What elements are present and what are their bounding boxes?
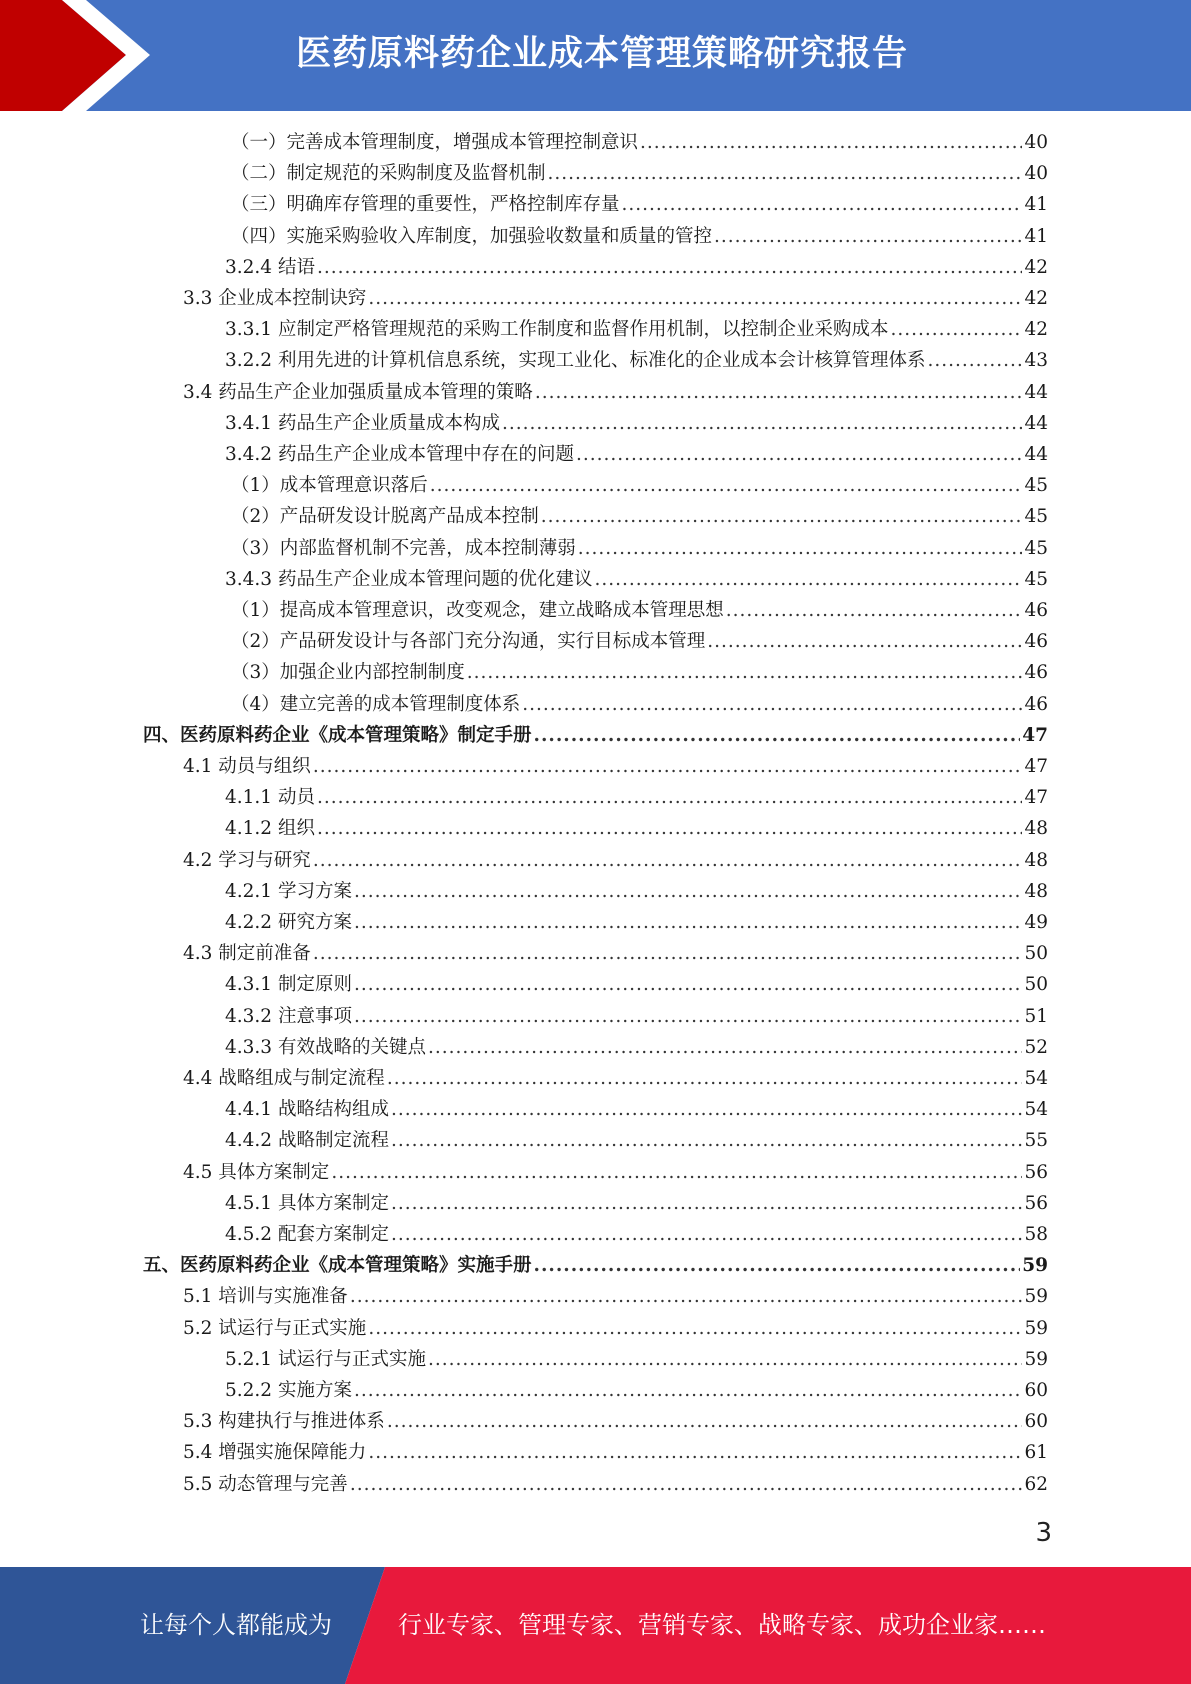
toc-entry-page: 42 — [1024, 256, 1048, 278]
toc-entry-label: 3.3 企业成本控制诀窍 — [183, 288, 367, 309]
toc-entry[interactable] — [183, 1469, 1048, 1500]
toc-leader-dots — [467, 657, 1023, 688]
toc-entry-page: 48 — [1024, 849, 1048, 871]
toc-entry[interactable] — [231, 501, 1048, 532]
toc-entry-label: 5.2.2 实施方案 — [225, 1380, 352, 1401]
toc-entry-page: 54 — [1024, 1099, 1048, 1121]
toc-leader-dots — [350, 1281, 1023, 1312]
toc-entry-page: 46 — [1024, 631, 1048, 653]
footer-tagline: 行业专家、管理专家、营销专家、战略专家、成功企业家…… — [398, 1611, 1046, 1639]
toc-leader-dots — [714, 221, 1022, 252]
toc-entry-page: 47 — [1022, 724, 1048, 746]
toc-entry-label: 3.4.2 药品生产企业成本管理中存在的问题 — [225, 444, 574, 465]
toc-leader-dots — [354, 876, 1023, 907]
toc-entry-label: 4.4.1 战略结构组成 — [225, 1099, 389, 1121]
toc-entry-label: （4）建立完善的成本管理制度体系 — [231, 693, 521, 715]
toc-entry-label: 4.5 具体方案制定 — [183, 1161, 330, 1183]
toc-entry-label: 4.3.2 注意事项 — [225, 1005, 352, 1027]
toc-entry-page: 42 — [1024, 319, 1048, 341]
toc-entry-label: 4.2.2 研究方案 — [225, 912, 352, 933]
toc-leader-dots — [726, 595, 1023, 626]
toc-leader-dots — [576, 439, 1022, 470]
toc-leader-dots — [350, 1469, 1023, 1500]
toc-entry[interactable] — [183, 1437, 1048, 1468]
toc-entry[interactable] — [225, 969, 1048, 1000]
toc-entry-page: 45 — [1024, 506, 1048, 528]
toc-leader-dots — [317, 813, 1023, 844]
toc-leader-dots — [391, 1094, 1022, 1125]
toc-entry-label: （2）产品研发设计脱离产品成本控制 — [231, 506, 539, 528]
toc-leader-dots — [534, 720, 1021, 751]
toc-leader-dots — [534, 1250, 1021, 1281]
toc-entry-label: 3.4.1 药品生产企业质量成本构成 — [225, 412, 500, 434]
toc-entry-page: 46 — [1024, 662, 1048, 684]
toc-entry-page: 42 — [1024, 288, 1048, 309]
toc-entry[interactable] — [225, 1375, 1048, 1406]
toc-entry[interactable] — [225, 314, 1048, 345]
toc-entry-page: 43 — [1024, 350, 1048, 372]
toc-entry-label: 3.4.3 药品生产企业成本管理问题的优化建议 — [225, 568, 593, 590]
toc-entry-label: （2）产品研发设计与各部门充分沟通，实行目标成本管理 — [231, 631, 706, 653]
toc-leader-dots — [368, 1313, 1022, 1344]
toc-entry-page: 51 — [1024, 1005, 1048, 1027]
toc-leader-dots — [927, 345, 1022, 376]
toc-entry-label: （四）实施采购验收入库制度，加强验收数量和质量的管控 — [231, 225, 713, 247]
toc-entry-label: 3.3.1 应制定严格管理规范的采购工作制度和监督作用机制，以控制企业采购成本 — [225, 319, 889, 341]
toc-entry[interactable] — [231, 127, 1048, 158]
toc-entry-label: 4.3 制定前准备 — [183, 943, 311, 965]
toc-entry-page: 44 — [1024, 381, 1048, 403]
toc-entry-label: （一）完善成本管理制度，增强成本管理控制意识 — [231, 132, 639, 153]
toc-leader-dots — [594, 564, 1022, 595]
toc-entry-label: 5.2 试运行与正式实施 — [183, 1317, 367, 1339]
toc-entry-label: 4.4 战略组成与制定流程 — [183, 1068, 385, 1089]
toc-entry[interactable] — [231, 689, 1048, 720]
toc-entry-page: 56 — [1024, 1192, 1048, 1214]
toc-entry-page: 58 — [1024, 1224, 1048, 1245]
toc-entry-label: 四、医药原料药企业《成本管理策略》制定手册 — [143, 724, 532, 746]
toc-entry-label: 4.3.1 制定原则 — [225, 974, 352, 996]
toc-leader-dots — [368, 1437, 1022, 1468]
toc-leader-dots — [331, 1157, 1022, 1188]
toc-entry[interactable] — [183, 1406, 1048, 1437]
toc-entry[interactable] — [225, 1001, 1048, 1032]
toc-leader-dots — [391, 1125, 1022, 1156]
toc-entry[interactable] — [225, 782, 1048, 813]
toc-entry-page: 44 — [1024, 412, 1048, 434]
footer-slogan: 让每个人都能成为 — [140, 1611, 332, 1639]
toc-entry[interactable] — [231, 189, 1048, 220]
toc-entry[interactable] — [225, 1219, 1048, 1250]
toc-entry-page: 56 — [1024, 1161, 1048, 1183]
toc-entry[interactable] — [231, 595, 1048, 626]
toc-entry[interactable] — [183, 938, 1048, 969]
toc-entry-page: 46 — [1024, 600, 1048, 621]
toc-entry-page: 52 — [1024, 1036, 1048, 1058]
toc-entry-label: （1）成本管理意识落后 — [231, 475, 428, 497]
toc-leader-dots — [387, 1063, 1023, 1094]
toc-entry-label: 4.5.2 配套方案制定 — [225, 1224, 389, 1245]
toc-entry-label: （3）加强企业内部控制制度 — [231, 662, 465, 684]
toc-entry[interactable] — [225, 1125, 1048, 1156]
toc-entry[interactable] — [225, 1032, 1048, 1063]
toc-entry-page: 45 — [1024, 568, 1048, 590]
page-header — [0, 0, 1191, 111]
toc-leader-dots — [541, 501, 1023, 532]
toc-entry[interactable] — [143, 720, 1048, 751]
toc-entry-label: （三）明确库存管理的重要性，严格控制库存量 — [231, 194, 620, 216]
toc-entry[interactable] — [225, 1094, 1048, 1125]
toc-entry-page: 40 — [1024, 132, 1048, 153]
toc-entry[interactable] — [231, 626, 1048, 657]
toc-entry[interactable] — [231, 470, 1048, 501]
toc-leader-dots — [354, 969, 1023, 1000]
toc-entry[interactable] — [183, 1313, 1048, 1344]
toc-leader-dots — [387, 1406, 1023, 1437]
toc-entry-page: 59 — [1024, 1317, 1048, 1339]
toc-leader-dots — [391, 1219, 1022, 1250]
toc-entry[interactable] — [231, 158, 1048, 189]
toc-entry-label: 5.4 增强实施保障能力 — [183, 1442, 367, 1464]
toc-entry-label: 4.1 动员与组织 — [183, 756, 311, 777]
toc-entry-page: 55 — [1024, 1130, 1048, 1152]
toc-leader-dots — [622, 189, 1023, 220]
toc-entry[interactable] — [183, 751, 1048, 782]
toc-entry[interactable] — [183, 1063, 1048, 1094]
toc-leader-dots — [502, 408, 1022, 439]
toc-entry-page: 41 — [1024, 225, 1048, 247]
toc-entry-label: 4.3.3 有效战略的关键点 — [225, 1036, 426, 1058]
toc-entry-label: 4.2 学习与研究 — [183, 849, 311, 871]
toc-entry[interactable] — [183, 1157, 1048, 1188]
toc-entry[interactable] — [231, 221, 1048, 252]
toc-entry-label: 4.1.1 动员 — [225, 787, 315, 809]
toc-entry[interactable] — [183, 1281, 1048, 1312]
toc-leader-dots — [313, 845, 1023, 876]
toc-entry[interactable] — [225, 564, 1048, 595]
toc-entry-label: 4.4.2 战略制定流程 — [225, 1130, 389, 1152]
toc-leader-dots — [428, 1344, 1022, 1375]
toc-entry[interactable] — [225, 1344, 1048, 1375]
toc-entry[interactable] — [225, 439, 1048, 470]
toc-leader-dots — [354, 1375, 1023, 1406]
toc-leader-dots — [428, 1032, 1022, 1063]
toc-entry[interactable] — [225, 345, 1048, 376]
toc-entry-page: 59 — [1022, 1255, 1048, 1277]
toc-leader-dots — [354, 1001, 1023, 1032]
toc-leader-dots — [354, 907, 1023, 938]
toc-entry[interactable] — [225, 876, 1048, 907]
toc-entry[interactable] — [225, 907, 1048, 938]
toc-entry-label: 4.2.1 学习方案 — [225, 880, 352, 902]
toc-entry-page: 59 — [1024, 1348, 1048, 1370]
toc-entry[interactable] — [225, 1188, 1048, 1219]
toc-entry-page: 40 — [1024, 163, 1048, 185]
toc-entry-label: 4.1.2 组织 — [225, 818, 315, 840]
toc-entry-label: 5.3 构建执行与推进体系 — [183, 1411, 385, 1433]
toc-entry-label: 五、医药原料药企业《成本管理策略》实施手册 — [143, 1255, 532, 1277]
toc-entry-page: 48 — [1024, 880, 1048, 902]
toc-entry-page: 46 — [1024, 693, 1048, 715]
toc-entry-label: 5.5 动态管理与完善 — [183, 1473, 348, 1495]
toc-leader-dots — [317, 252, 1023, 283]
toc-entry[interactable] — [225, 252, 1048, 283]
toc-entry-page: 60 — [1024, 1411, 1048, 1433]
toc-entry-page: 61 — [1024, 1442, 1048, 1464]
toc-leader-dots — [368, 283, 1022, 314]
toc-entry-label: 3.2.4 结语 — [225, 256, 315, 278]
toc-entry[interactable] — [225, 408, 1048, 439]
toc-leader-dots — [890, 314, 1022, 345]
toc-entry-page: 54 — [1024, 1068, 1048, 1089]
toc-entry[interactable] — [231, 657, 1048, 688]
toc-entry-page: 62 — [1024, 1473, 1048, 1495]
toc-leader-dots — [707, 626, 1022, 657]
toc-entry-page: 41 — [1024, 194, 1048, 216]
toc-entry[interactable] — [183, 845, 1048, 876]
toc-entry[interactable] — [231, 533, 1048, 564]
toc-entry-page: 45 — [1024, 475, 1048, 497]
toc-leader-dots — [640, 127, 1022, 158]
toc-leader-dots — [535, 377, 1023, 408]
toc-entry-page: 45 — [1024, 537, 1048, 559]
toc-leader-dots — [430, 470, 1023, 501]
toc-entry[interactable] — [183, 377, 1048, 408]
toc-entry[interactable] — [143, 1250, 1048, 1281]
toc-leader-dots — [548, 158, 1023, 189]
toc-entry-label: （二）制定规范的采购制度及监督机制 — [231, 163, 546, 185]
toc-entry-page: 47 — [1024, 787, 1048, 809]
toc-entry-label: 3.4 药品生产企业加强质量成本管理的策略 — [183, 381, 533, 403]
toc-leader-dots — [313, 751, 1023, 782]
toc-entry-page: 44 — [1024, 444, 1048, 465]
toc-entry-page: 50 — [1024, 943, 1048, 965]
toc-leader-dots — [522, 689, 1022, 720]
toc-entry-page: 50 — [1024, 974, 1048, 996]
toc-entry-label: 5.1 培训与实施准备 — [183, 1286, 348, 1308]
document-title: 医药原料药企业成本管理策略研究报告 — [296, 34, 909, 74]
toc-entry-page: 48 — [1024, 818, 1048, 840]
toc-leader-dots — [578, 533, 1023, 564]
toc-entry-label: 5.2.1 试运行与正式实施 — [225, 1348, 426, 1370]
toc-entry-page: 47 — [1024, 756, 1048, 777]
toc-leader-dots — [313, 938, 1023, 969]
toc-leader-dots — [391, 1188, 1022, 1219]
page-number: 3 — [1035, 1518, 1052, 1548]
toc-entry[interactable] — [183, 283, 1048, 314]
toc-entry-label: 3.2.2 利用先进的计算机信息系统，实现工业化、标准化的企业成本会计核算管理体系 — [225, 350, 926, 372]
toc-entry-page: 60 — [1024, 1380, 1048, 1401]
toc-entry-page: 49 — [1024, 912, 1048, 933]
toc-entry-page: 59 — [1024, 1286, 1048, 1308]
page-footer — [0, 1567, 1191, 1684]
toc-entry-label: （3）内部监督机制不完善，成本控制薄弱 — [231, 537, 576, 559]
toc-entry[interactable] — [225, 813, 1048, 844]
toc-entry-label: 4.5.1 具体方案制定 — [225, 1192, 389, 1214]
toc-leader-dots — [317, 782, 1023, 813]
toc-entry-label: （1）提高成本管理意识，改变观念，建立战略成本管理思想 — [231, 600, 724, 621]
